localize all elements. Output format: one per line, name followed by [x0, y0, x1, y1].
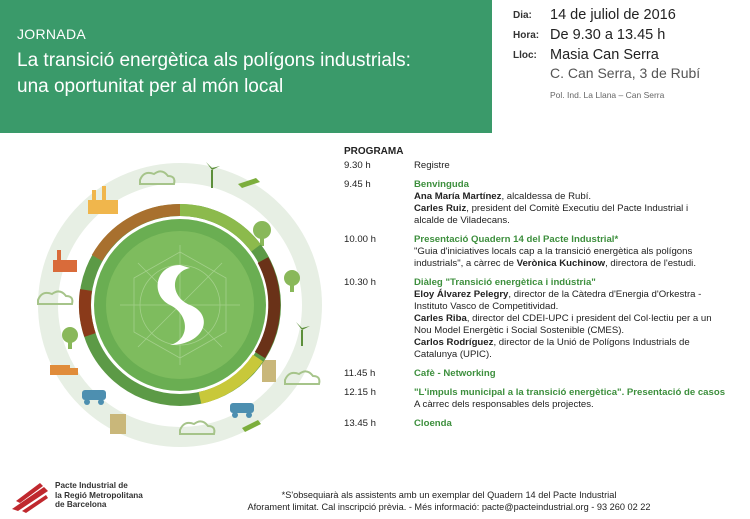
program-time: 9.45 h: [344, 179, 371, 190]
speaker-role: , directora de l'estudi.: [605, 258, 696, 269]
event-info: [513, 6, 748, 100]
speaker-name: Ana María Martínez: [414, 191, 502, 202]
speaker-name: Eloy Álvarez Pelegry: [414, 289, 509, 300]
title-line-1: La transició energètica als polígons industrials:: [17, 50, 411, 71]
logo-line-3: de Barcelona: [55, 500, 107, 509]
place-row: [513, 46, 748, 66]
program-time: 12.15 h: [344, 387, 377, 398]
date-label: Dia:: [513, 10, 532, 21]
program-title: Presentació Quadern 14 del Pacte Industrial*: [414, 234, 619, 245]
energy-transition-illustration: [30, 160, 330, 460]
footer-note: [229, 489, 669, 513]
program-title: "L'impuls municipal a la transició energètica". Presentació de casos: [414, 387, 726, 398]
speaker-role: alcalde de Viladecans.: [414, 215, 510, 226]
speaker-role: , president del Comitè Executiu del Pacte Industrial i: [466, 203, 689, 214]
program-item: [344, 179, 744, 227]
program-item: [344, 160, 744, 172]
time-row: [513, 26, 748, 46]
program-title: Diàleg "Transició energètica i indústria": [414, 277, 596, 288]
program-item: [344, 368, 744, 380]
program-item: [344, 234, 744, 270]
title-line-2: una oportunitat per al món local: [17, 76, 284, 97]
footer-line-2: Aforament limitat. Cal inscripció prèvia. - Més informació: pacte@pacteindustrial.org - 93 260 02 22: [247, 502, 651, 512]
program-time: 9.30 h: [344, 160, 371, 171]
speaker-role: Nou Model Energètic i Social Sostenible (CMES).: [414, 325, 625, 336]
program-item: [344, 387, 744, 411]
program-description: "Guia d'iniciatives locals cap a la transició energètica als polígons: [414, 246, 693, 257]
program-title: Cloenda: [414, 418, 452, 429]
speaker-name: Carlos Rodríguez: [414, 337, 494, 348]
program-item: [344, 277, 744, 361]
date-row: [513, 6, 748, 26]
time-value: De 9.30 a 13.45 h: [550, 27, 666, 43]
speaker-name: Carles Ruiz: [414, 203, 467, 214]
footer-line-1: *S'obsequiarà als assistents amb un exemplar del Quadern 14 del Pacte Industrial: [281, 490, 617, 500]
program-description: industrials", a càrrec de: [414, 258, 517, 269]
time-label: Hora:: [513, 30, 540, 41]
date-value: 14 de juliol de 2016: [550, 7, 676, 23]
program-list: [344, 160, 744, 430]
place-value: Masia Can Serra: [550, 47, 659, 63]
program-description: A càrrec dels responsables dels projectes.: [414, 399, 594, 410]
address: C. Can Serra, 3 de Rubí: [550, 65, 701, 81]
speaker-name: Carles Riba: [414, 313, 467, 324]
speaker-role: , director del CDEI-UPC i president del Col·lectiu per a un: [466, 313, 712, 324]
event-kicker: JORNADA: [17, 26, 86, 42]
program-title: Benvinguda: [414, 179, 469, 190]
logo-mark-icon: [10, 479, 50, 515]
program-text: Registre: [414, 160, 450, 171]
event-title: [17, 48, 487, 100]
pacte-industrial-logo: [10, 477, 170, 517]
place-label: Lloc:: [513, 50, 537, 61]
program-time: 10.00 h: [344, 234, 377, 245]
program-time: 11.45 h: [344, 368, 376, 379]
header-banner: [0, 0, 492, 133]
speaker-role: , alcaldessa de Rubí.: [501, 191, 592, 202]
program-time: 13.45 h: [344, 418, 377, 429]
logo-text: [55, 481, 143, 510]
program-item: [344, 418, 744, 430]
speaker-role: , director de la Càtedra d'Energia d'Orkestra -: [508, 289, 702, 300]
program-heading: PROGRAMA: [344, 146, 404, 157]
logo-line-2: la Regió Metropolitana: [55, 490, 143, 500]
speaker-role: , director de la Unió de Polígons Industrials de: [493, 337, 690, 348]
speaker-role: Instituto Vasco de Competitividad.: [414, 301, 559, 312]
logo-line-1: Pacte Industrial de: [55, 481, 128, 490]
speaker-name: Verònica Kuchinow: [516, 258, 606, 269]
address-sub: Pol. Ind. La Llana – Can Serra: [550, 90, 665, 100]
program-time: 10.30 h: [344, 277, 377, 288]
speaker-role: Catalunya (UPIC).: [414, 349, 492, 360]
program-title: Cafè - Networking: [414, 368, 496, 379]
